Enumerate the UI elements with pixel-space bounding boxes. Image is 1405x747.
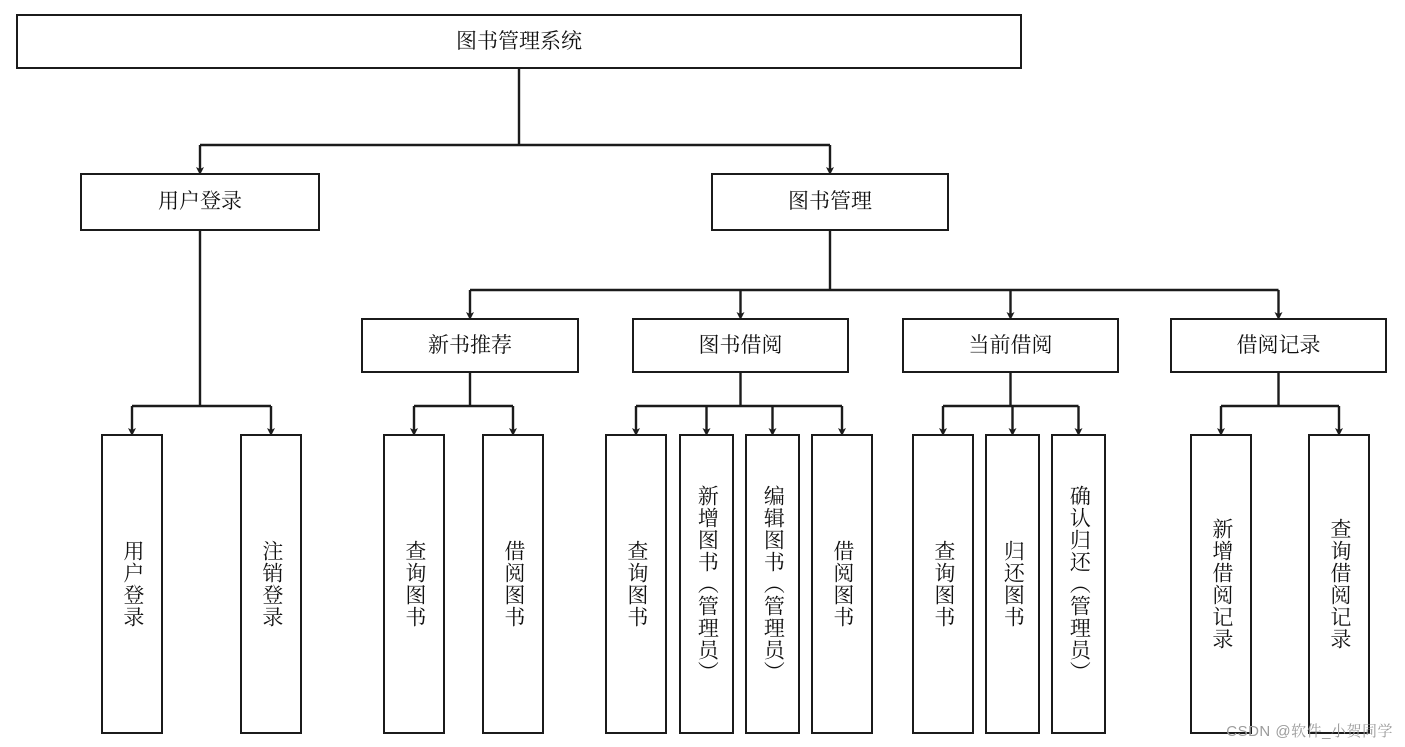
node-label: 查询图书 [624, 540, 648, 628]
node-label: 查询借阅记录 [1327, 518, 1351, 650]
node-newbook [361, 318, 579, 373]
node-borrow [632, 318, 849, 373]
node-label: 图书管理 [788, 190, 872, 214]
node-label: 图书借阅 [698, 333, 783, 357]
watermark: CSDN @软件_小贺同学 [1226, 723, 1393, 740]
node-label: 确认归还（管理员） [1067, 485, 1091, 683]
node-b4 [811, 434, 873, 734]
node-label: 新增图书（管理员） [695, 485, 719, 683]
node-label: 借阅图书 [830, 540, 854, 628]
node-l2 [240, 434, 302, 734]
node-root [16, 14, 1022, 69]
node-label: 当前借阅 [968, 333, 1053, 357]
node-n2 [482, 434, 544, 734]
node-label: 借阅记录 [1236, 333, 1321, 357]
node-c2 [985, 434, 1040, 734]
node-b3 [745, 434, 800, 734]
node-b2 [679, 434, 734, 734]
node-label: 归还图书 [1001, 540, 1025, 628]
node-label: 用户登录 [158, 190, 242, 214]
node-label: 新增借阅记录 [1209, 518, 1233, 650]
node-label: 查询图书 [402, 540, 426, 628]
node-label: 注销登录 [259, 540, 283, 628]
node-l1 [101, 434, 163, 734]
node-label: 用户登录 [120, 540, 144, 628]
node-label: 新书推荐 [428, 333, 512, 357]
node-bookmgmt [711, 173, 949, 231]
node-label: 查询图书 [931, 540, 955, 628]
node-login [80, 173, 320, 231]
node-label: 借阅图书 [501, 540, 525, 628]
node-c1 [912, 434, 974, 734]
node-r1 [1190, 434, 1252, 734]
node-label: 编辑图书（管理员） [761, 485, 785, 683]
node-current [902, 318, 1119, 373]
node-label: 图书管理系统 [456, 29, 582, 53]
node-b1 [605, 434, 667, 734]
node-r2 [1308, 434, 1370, 734]
node-record [1170, 318, 1387, 373]
node-c3 [1051, 434, 1106, 734]
node-n1 [383, 434, 445, 734]
